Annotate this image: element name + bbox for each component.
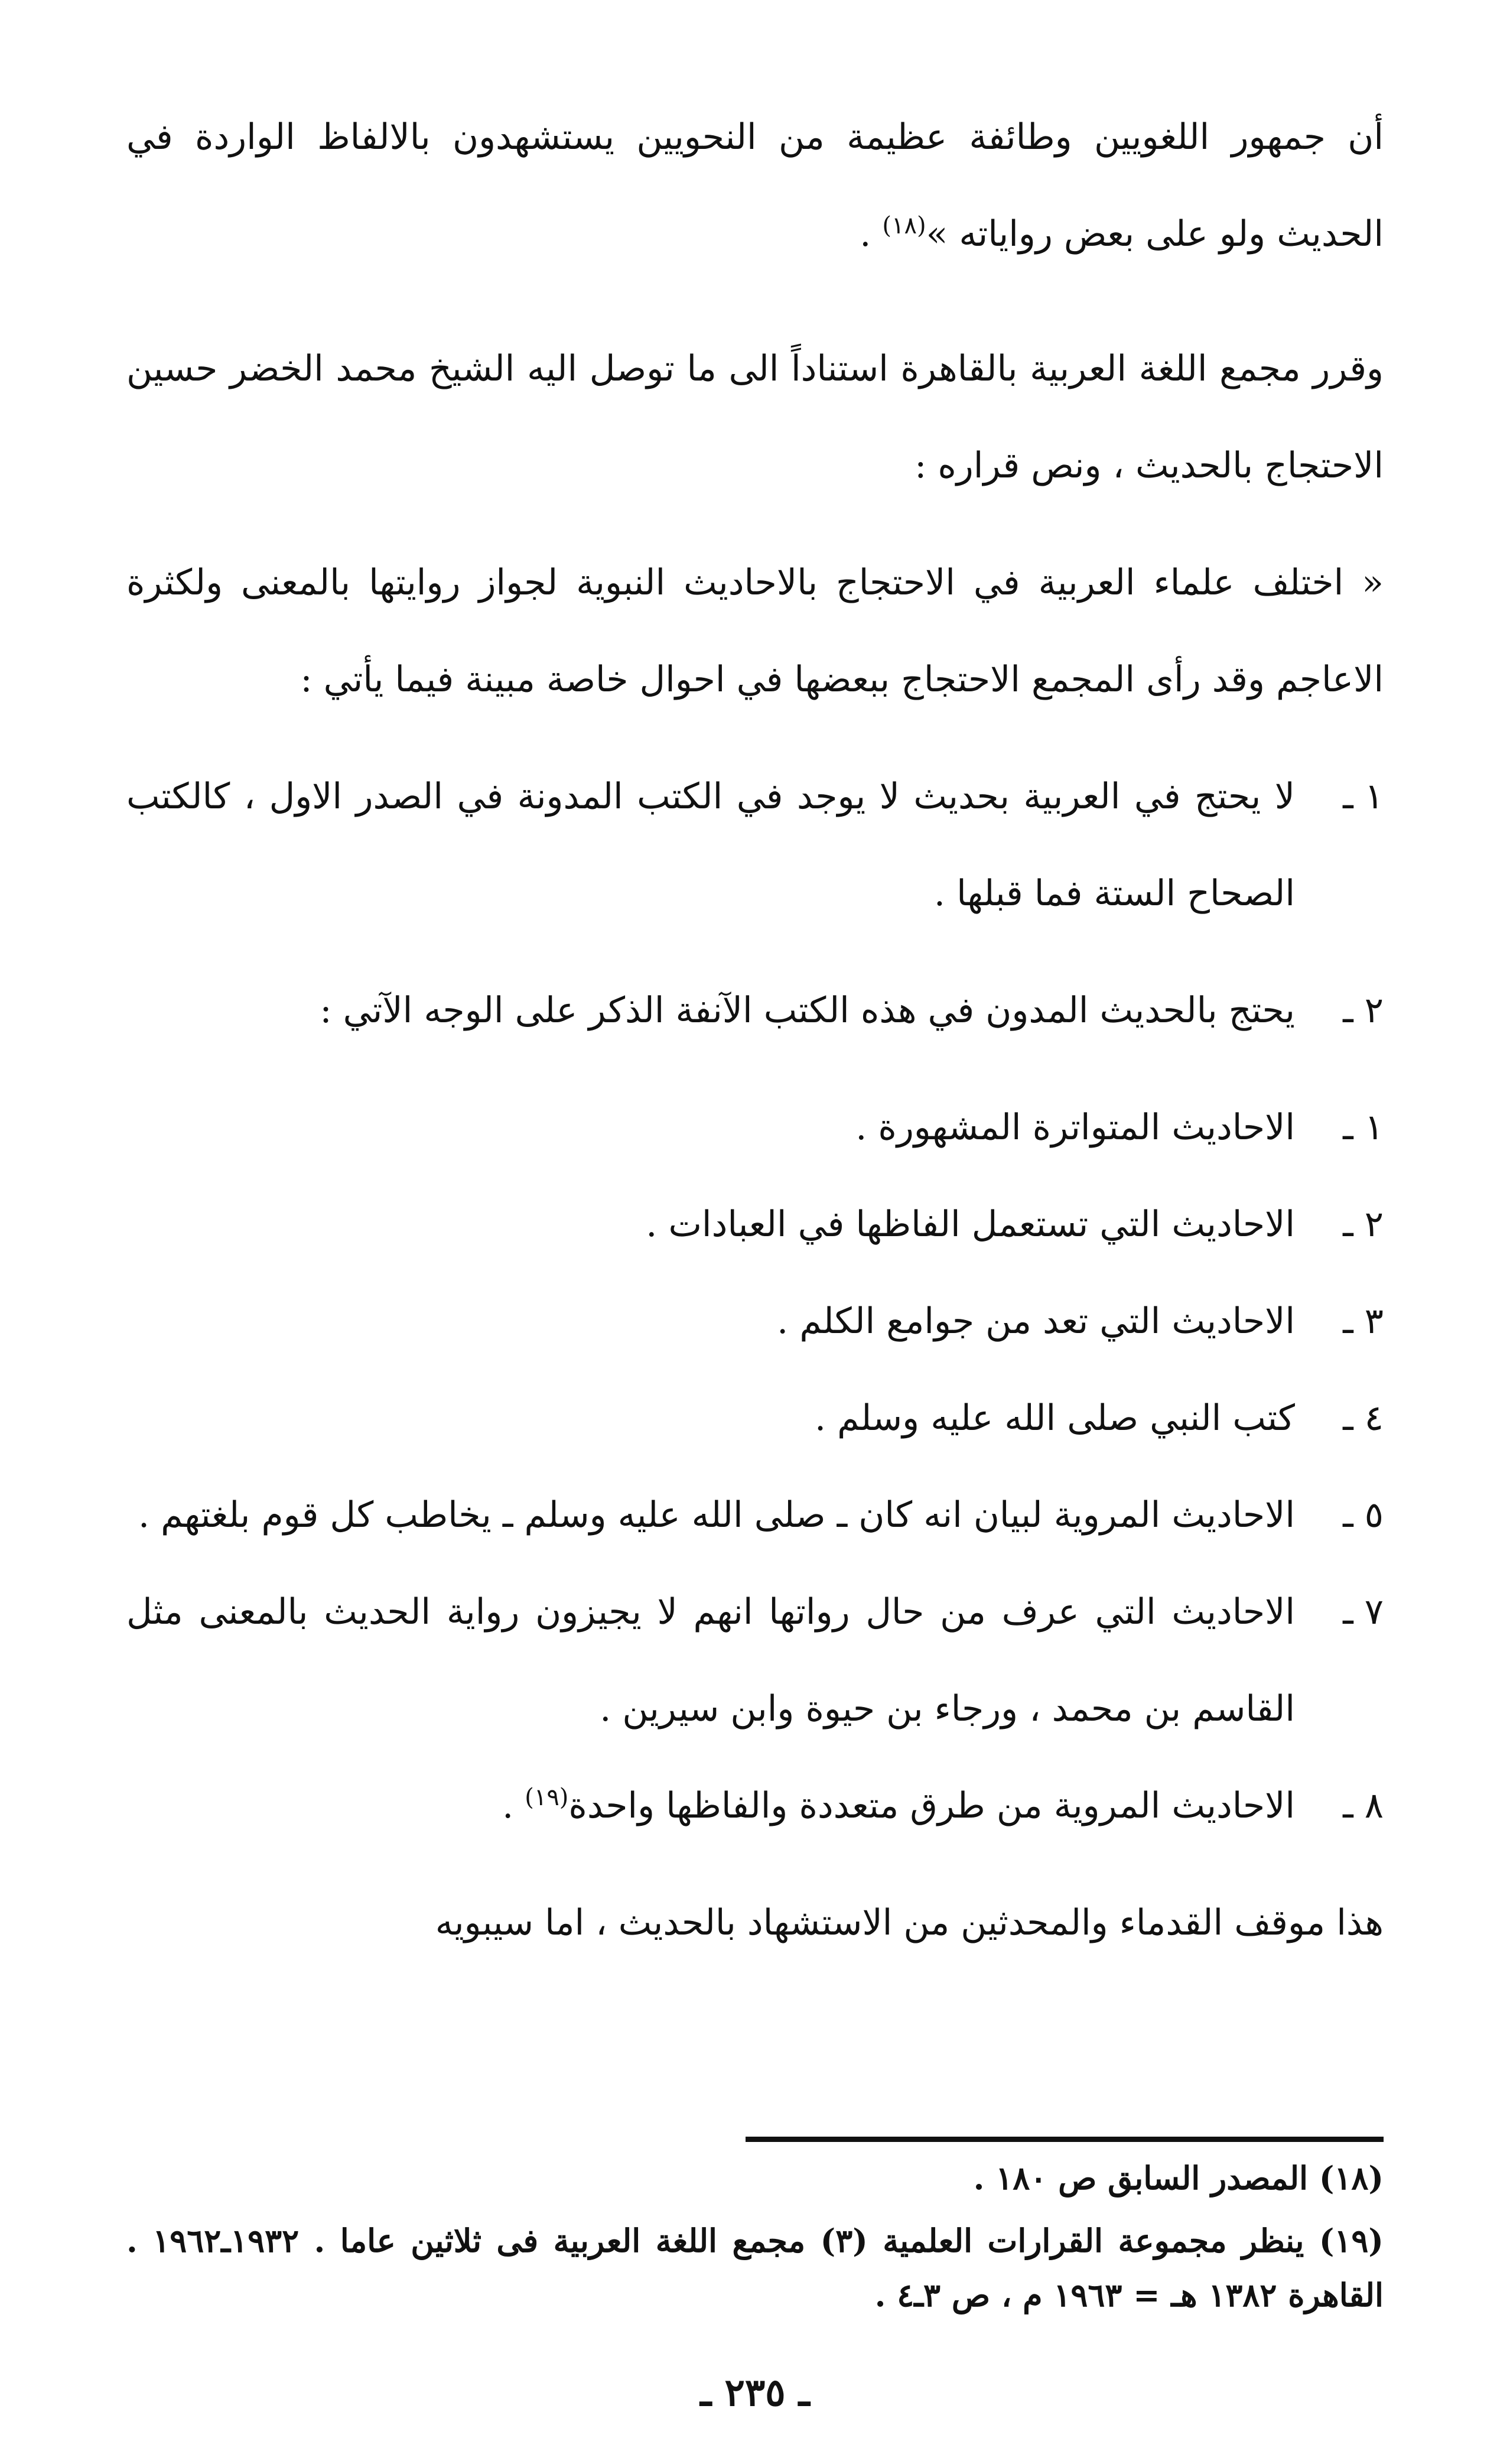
hadith-type-number: ٢ ـ xyxy=(1343,1204,1384,1245)
hadith-type-item xyxy=(126,1079,1384,1176)
footnote-19 xyxy=(126,2213,1384,2322)
hadith-type-text: الاحاديث التي عرف من حال رواتها انهم لا يجيزون رواية الحديث بالمعنى مثل القاسم بن محمد ، ورجاء بن حيوة وابن سيرين . xyxy=(126,1591,1295,1730)
decision-number: ٢ ـ xyxy=(1343,990,1384,1031)
footnote-divider xyxy=(746,2137,1384,2142)
hadith-type-number: ١ ـ xyxy=(1343,1107,1384,1148)
hadith-type-number: ٨ ـ xyxy=(1343,1785,1384,1826)
academy-paragraph: وقرر مجمع اللغة العربية بالقاهرة استناداً الى ما توصل اليه الشيخ محمد الخضر حسين الاحتجاج بالحديث ، ونص قراره : xyxy=(126,348,1384,486)
decision-text: لا يحتج في العربية بحديث لا يوجد في الكتب المدونة في الصدر الاول ، كالكتب الصحاح الستة فما قبلها . xyxy=(126,776,1295,914)
hadith-type-text: الاحاديث التي تعد من جوامع الكلم . xyxy=(777,1301,1295,1342)
decision-number: ١ ـ xyxy=(1343,776,1384,817)
hadith-type-number: ٥ ـ xyxy=(1343,1494,1384,1536)
hadith-type-item xyxy=(126,1370,1384,1467)
hadith-type-item xyxy=(126,1757,1384,1854)
hadith-type-number: ٧ ـ xyxy=(1343,1591,1384,1633)
footnote-text: المصدر السابق ص ١٨٠ . xyxy=(973,2159,1309,2197)
quote-paragraph: « اختلف علماء العربية في الاحتجاج بالاحاديث النبوية لجواز روايتها بالمعنى ولكثرة الاعاجم وقد رأى المجمع الاحتجاج ببعضها في احوال خاصة مبينة فيما يأتي : xyxy=(126,562,1384,700)
intro-paragraph: أن جمهور اللغويين وطائفة عظيمة من النحويين يستشهدون بالالفاظ الواردة في الحديث ولو على بعض رواياته »$^{(١٨)}$ . xyxy=(126,116,1384,255)
hadith-type-text: الاحاديث المتواترة المشهورة . xyxy=(855,1107,1295,1148)
footnote-ref-19: (١٩) xyxy=(525,1784,569,1811)
hadith-type-number: ٣ ـ xyxy=(1343,1301,1384,1342)
decision-text: يحتج بالحديث المدون في هذه الكتب الآنفة الذكر على الوجه الآتي : xyxy=(320,990,1295,1031)
hadith-type-item xyxy=(126,1273,1384,1370)
closing-paragraph: هذا موقف القدماء والمحدثين من الاستشهاد بالحديث ، اما سيبويه xyxy=(435,1902,1384,1943)
hadith-type-text: الاحاديث المروية لبيان انه كان ـ صلى الله عليه وسلم ـ يخاطب كل قوم بلغتهم . xyxy=(138,1494,1295,1536)
intro-text: أن جمهور اللغويين وطائفة عظيمة من النحويين يستشهدون بالالفاظ الواردة في الحديث ولو على بعض رواياته xyxy=(126,116,1384,255)
footnote-mark: (١٩) xyxy=(1319,2222,1384,2260)
hadith-type-text-body: الاحاديث المروية من طرق متعددة والفاظها واحدة xyxy=(568,1785,1295,1826)
page-number: ـ ٢٣٥ ـ xyxy=(700,2371,810,2415)
hadith-type-text: الاحاديث التي تستعمل الفاظها في العبادات . xyxy=(646,1204,1295,1245)
main-text xyxy=(126,89,1384,1991)
hadith-type-number: ٤ ـ xyxy=(1343,1397,1384,1439)
hadith-type-text xyxy=(126,1757,1295,1854)
decision-item-2 xyxy=(126,962,1384,1059)
decision-item-1 xyxy=(126,748,1384,942)
hadith-type-end: . xyxy=(502,1785,514,1826)
footnotes xyxy=(126,2151,1384,2330)
footnote-text: ينظر مجموعة القرارات العلمية (٣) مجمع اللغة العربية فى ثلاثين عاما . ١٩٣٢ـ١٩٦٢ . القاهرة ١٣٨٢ هـ = ١٩٦٣ م ، ص ٣ـ٤ . xyxy=(126,2222,1384,2314)
footnote-18 xyxy=(126,2151,1384,2205)
hadith-type-item xyxy=(126,1563,1384,1757)
footnote-ref-18: (١٨) xyxy=(882,212,926,239)
hadith-type-text: كتب النبي صلى الله عليه وسلم . xyxy=(814,1397,1295,1439)
footnote-mark: (١٨) xyxy=(1319,2159,1384,2197)
hadith-type-item xyxy=(126,1176,1384,1273)
intro-end: . xyxy=(860,213,871,255)
hadith-type-item xyxy=(126,1467,1384,1563)
hadith-types-list xyxy=(126,1079,1384,1854)
